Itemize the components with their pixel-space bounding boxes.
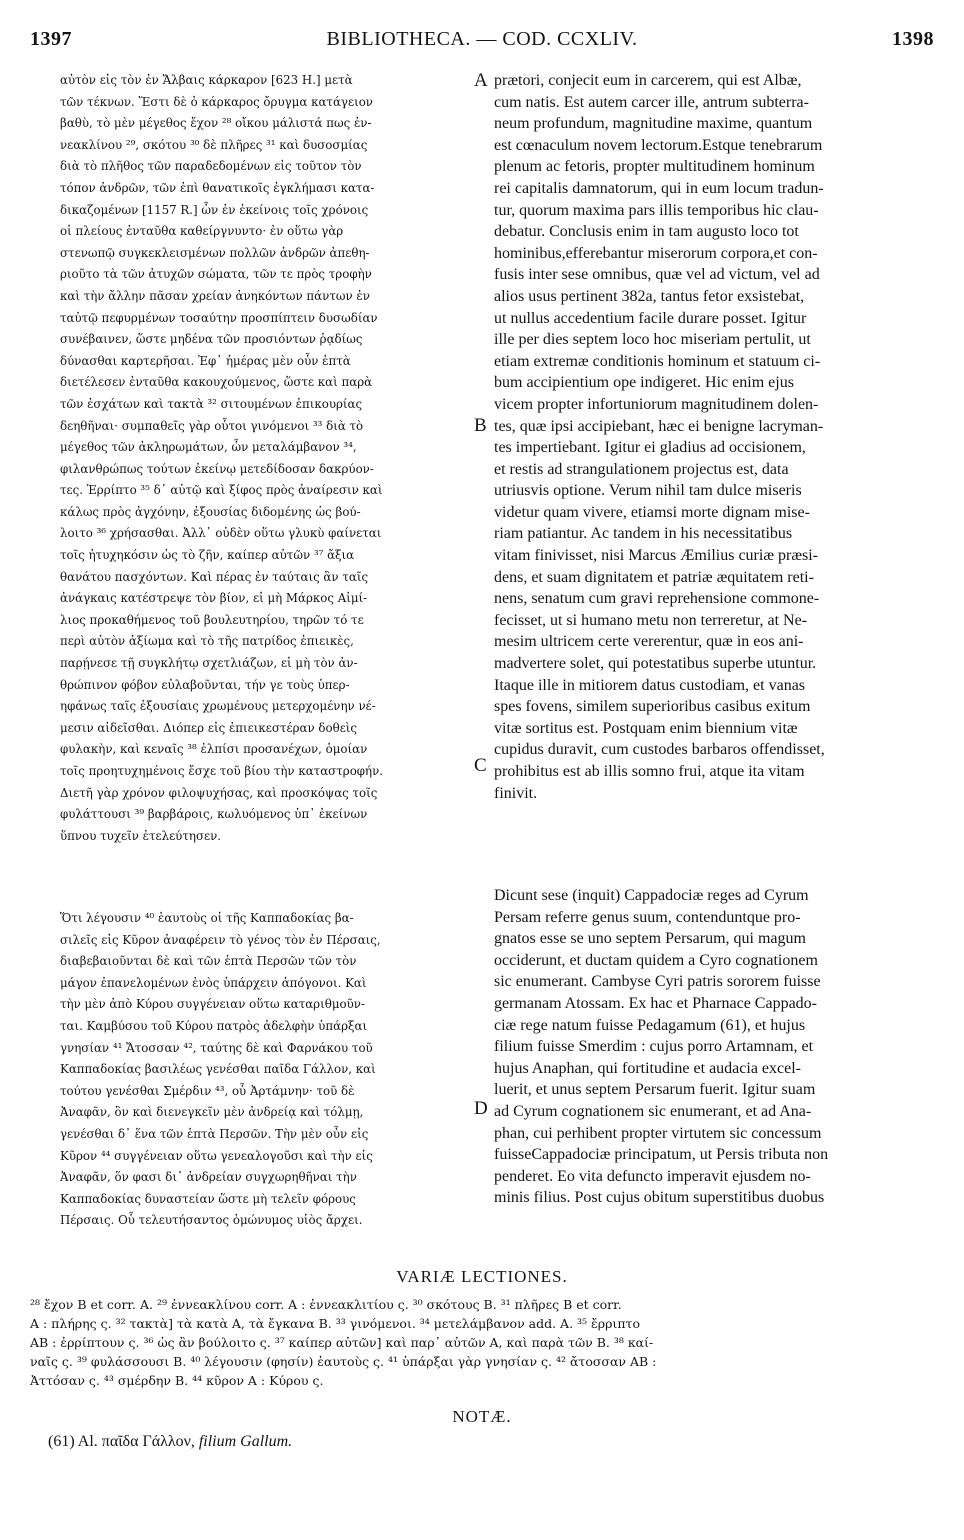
latin-line: luerit, et unus septem Persarum fuerit. Igitur suam — [494, 1081, 816, 1099]
latin-line: tur, quorum maxima pars illis temporibus hic clau- — [494, 201, 819, 219]
latin-line: utriusvis optione. Verum nihil tam dulce miseris — [494, 482, 802, 500]
latin-line: ille per dies septem loco hoc miseriam pertulit, ut — [494, 331, 811, 349]
latin-line: minis filius. Post cujus obitum superstitibus duobus — [494, 1189, 825, 1207]
greek-line: περὶ αὐτὸν ἀξίωμα καὶ τὸ τῆς πατρίδος ἐπιεικὲς, — [60, 634, 354, 649]
latin-line: germanam Atossam. Ex hac et Pharnace Cappado- — [494, 994, 817, 1012]
latin-line: madvertere solet, qui potestatibus superbe utuntur. — [494, 655, 817, 673]
latin-line: riam patiantur. Ac tandem in his necessitatibus — [494, 525, 793, 543]
greek-line: τόπον ἀνδρῶν, τῶν ἐπὶ θανατικοῖς ἐγκλήμασι κατα- — [60, 180, 375, 195]
latin-line: spes fovens, similem superioribus casibus exitum — [494, 698, 811, 716]
latin-line: Persam referre genus suum, contenduntque pro- — [494, 908, 801, 926]
greek-line: θρώπινον φόβον εὐλαβοῦνται, τήν γε τοὺς ὑπερ- — [60, 677, 350, 692]
latin-column-part1 — [494, 70, 934, 804]
latin-line: cum natis. Est autem carcer ille, antrum subterra- — [494, 93, 809, 111]
greek-line: τούτου γενέσθαι Σμέρδιν ⁴³, οὗ Ἀρτάμνην· τοῦ δὲ — [60, 1083, 355, 1098]
margin-letter-b: B — [474, 415, 487, 436]
greek-line: γνησίαν ⁴¹ Ἄτοσσαν ⁴², ταύτης δὲ καὶ Φαρνάκου τοῦ — [60, 1040, 373, 1055]
latin-line: videtur quam vivere, etiamsi morte dignam mise- — [494, 503, 810, 521]
latin-line: debatur. Conclusis enim in tam augusto loco tot — [494, 223, 799, 241]
latin-line: gnatos esse se uno septem Persarum, qui magum — [494, 930, 806, 948]
latin-line: neum profundum, magnitudine maxime, quantum — [494, 115, 813, 133]
latin-line: phan, cui perhibent propter virtutem sic concessum — [494, 1124, 822, 1142]
latin-line: finivit. — [494, 784, 538, 802]
greek-line: ριοῦτο τὰ τῶν ἀτυχῶν σώματα, τῶν τε πρὸς τροφὴν — [60, 267, 372, 282]
greek-line: κάλως πρὸς ἀγχόνην, ἐξουσίας διδομένης ὡς βού- — [60, 504, 361, 519]
greek-line: φυλάττουσι ³⁹ βαρβάροις, κωλυόμενος ὑπ᾽ ἐκείνων — [60, 807, 368, 822]
greek-line: ται. Καμβύσου τοῦ Κύρου πατρὸς ἀδελφὴν ὑπάρξαι — [60, 1018, 368, 1033]
latin-line: tes, quæ ipsi accipiebant, hæc ei benigne lacryman- — [494, 417, 824, 435]
latin-line: prætori, conjecit eum in carcerem, qui est Albæ, — [494, 72, 802, 89]
greek-line: διὰ τὸ πλῆθος τῶν παραδεδομένων εἰς τοῦτον τὸν — [60, 159, 362, 174]
greek-line: Ὅτι λέγουσιν ⁴⁰ ἑαυτοὺς οἱ τῆς Καππαδοκίας βα- — [60, 911, 354, 925]
variae-lectiones — [30, 1295, 936, 1390]
page-number-right: 1398 — [892, 28, 934, 50]
latin-line: sic enumerant. Cambyse Cyri patris sororem fuisse — [494, 973, 821, 991]
greek-line: τῶν ἐσχάτων καὶ τακτὰ ³² σιτουμένων ἐπικουρίας — [60, 396, 363, 411]
latin-line: penderet. Eo vita defuncto imperavit ejusdem no- — [494, 1167, 811, 1185]
latin-line: fecisset, ut si humano metu non terreretur, at Ne- — [494, 611, 808, 629]
footnote-61 — [48, 1433, 928, 1451]
latin-line: vitæ sortitus est. Postquam enim biennium vitæ — [494, 719, 798, 737]
latin-line: ad Cyrum cognationem sic enumerant, et ad Ana- — [494, 1102, 812, 1120]
greek-line: διαβεβαιοῦνται δὲ καὶ τῶν ἑπτὰ Περσῶν τῶν τὸν — [60, 954, 357, 969]
greek-line: δικαζομένων [1157 R.] ὧν ἐν ἐκείνοις τοῖς χρόνοις — [60, 202, 369, 217]
latin-line: et restis ad strangulationem projectus est, data — [494, 460, 789, 478]
margin-letter-c: C — [474, 755, 487, 776]
greek-line: δύνασθαι καρτερῆσαι. Ἐφ᾽ ἡμέρας μὲν οὖν ἑπτὰ — [60, 353, 351, 368]
latin-line: Dicunt sese (inquit) Cappadociæ reges ad Cyrum — [494, 887, 809, 904]
variae-line: ²⁸ ἔχον B et corr. A. ²⁹ ἐννεακλίνου corr. A : ἐννεακλιτίου ς. ³⁰ σκότους B. ³¹ πλῆρες B et corr. — [30, 1297, 622, 1312]
latin-line: ut nullus accedentium facile durare posset. Igitur — [494, 309, 807, 327]
greek-line: Ἀναφᾶν, ὅν φασι δι᾽ ἀνδρείαν συγχωρηθῆναι τὴν — [60, 1170, 357, 1185]
latin-line: tes impertiebant. Igitur ei gladius ad occisionem, — [494, 439, 806, 457]
latin-line: plenum ac fetoris, propter multitudinem hominum — [494, 158, 815, 176]
greek-line: μάγον ἐπανελομένων ἑνὸς ὑπάρχειν ἀπόγονοι. Καὶ — [60, 975, 367, 990]
greek-line: τες. Ἐρρίπτο ³⁵ δ᾽ αὐτῷ καὶ ξίφος πρὸς ἀναίρεσιν καὶ — [60, 483, 383, 498]
latin-line: alios usus pertinent 382a, tantus fetor exsistebat, — [494, 287, 805, 305]
margin-letter-d: D — [474, 1098, 488, 1119]
greek-line: Καππαδοκίας βασιλέως γενέσθαι παῖδα Γάλλον, καὶ — [60, 1062, 376, 1077]
latin-line: vitam finivisset, nisi Marcus Æmilius curiæ præsi- — [494, 547, 818, 565]
running-title: BIBLIOTHECA. — COD. CCXLIV. — [326, 28, 638, 50]
greek-line: παρῄνεσε τῇ συγκλήτῳ σχετλιάζων, εἰ μὴ τὸν ἀν- — [60, 656, 358, 671]
variae-line: Ἀττόσαν ς. ⁴³ σμέρδην B. ⁴⁴ κῦρον A : Κύρου ς. — [30, 1373, 324, 1388]
greek-line: λοιτο ³⁶ χρήσασθαι. Ἀλλ᾽ οὐδὲν οὕτω γλυκὺ φαίνεται — [60, 526, 382, 541]
greek-line: φυλακὴν, καὶ κεναῖς ³⁸ ἐλπίσι προσανέχων, ὁμοίαν — [60, 742, 368, 757]
latin-line: hujus Anaphan, qui fortitudine et audacia excel- — [494, 1059, 802, 1077]
greek-line: στενωπῷ συγκεκλεισμένων πολλῶν ἀνδρῶν ἀπεθη- — [60, 245, 370, 260]
greek-line: τοῖς προητυχημένοις ἔσχε τοῦ βίου τὴν καταστροφήν. — [60, 764, 384, 778]
footnote-text: (61) Al. παῖδα Γάλλον, — [48, 1433, 199, 1450]
page-header — [30, 28, 934, 58]
greek-line: δεηθῆναι· συμπαθεῖς γὰρ οὗτοι γινόμενοι ³³ διὰ τὸ — [60, 418, 364, 433]
greek-line: σιλεῖς εἰς Κῦρον ἀναφέρειν τὸ γένος τὸν ἐν Πέρσαις, — [60, 932, 381, 947]
greek-line: τοῖς ἠτυχηκόσιν ὡς τὸ ζῆν, καίπερ αὐτῶν ³⁷ ἄξια — [60, 548, 355, 563]
latin-line: fuisseCappadociæ principatum, ut Persis tributa non — [494, 1146, 829, 1164]
greek-line: μεσιν αἰδεῖσθαι. Διόπερ εἰς ἐπιεικεστέραν δοθεὶς — [60, 720, 358, 735]
latin-line: Itaque ille in mitiorem datus custodiam, et vanas — [494, 676, 806, 694]
greek-line: ταὐτῷ πεφυρμένων τοσαύτην προσπίπτειν δυσωδίαν — [60, 310, 378, 325]
greek-line: συνέβαινεν, ὥστε μηδένα τῶν προσιόντων ῥᾳδίως — [60, 332, 363, 347]
greek-line: Ἀναφᾶν, ὃν καὶ διενεγκεῖν μὲν ἀνδρείᾳ καὶ τόλμῃ, — [60, 1105, 364, 1120]
latin-line: ciæ rege natum fuisse Pedagamum (61), et hujus — [494, 1016, 806, 1034]
greek-line: γενέσθαι δ᾽ ἕνα τῶν ἑπτὰ Περσῶν. Τὴν μὲν οὖν εἰς — [60, 1126, 369, 1141]
greek-column-part1 — [60, 70, 465, 847]
greek-line: ὕπνου τυχεῖν ἐτελεύτησεν. — [60, 828, 222, 843]
latin-line: rei capitalis damnatorum, qui in eum locum tradun- — [494, 179, 824, 197]
greek-line: νεακλίνου ²⁹, σκότου ³⁰ δὲ πλῆρες ³¹ καὶ δυσοσμίας — [60, 137, 368, 152]
greek-line: οἱ πλείους ἐνταῦθα καθείργνυντο· ἐν οὕτω γὰρ — [60, 224, 344, 239]
latin-line: est cœnaculum novem lectorum.Estque tenebrarum — [494, 136, 823, 154]
greek-line: θανάτου πασχόντων. Καὶ πέρας ἐν ταύταις ἂν ταῖς — [60, 569, 369, 584]
variae-line: A : πλήρης ς. ³² τακτὰ] τὰ κατὰ A, τὰ ἔγκανα B. ³³ γινόμενοι. ³⁴ μετελάμβανον add. A. ³⁵ ἔρριπτο — [30, 1316, 640, 1331]
latin-line: prohibitus est ab illis somno frui, atque ita vitam — [494, 763, 805, 780]
greek-line: αὐτὸν εἰς τὸν ἐν Ἄλβαις κάρκαρον [623 H.] μετὰ — [60, 73, 353, 87]
latin-column-part2 — [494, 885, 934, 1209]
variae-lectiones-title: VARIÆ LECTIONES. — [396, 1267, 568, 1286]
greek-line: φιλανθρώπως τούτων ἐκείνῳ μετεδίδοσαν δακρύον- — [60, 461, 374, 476]
notae-title: NOTÆ. — [452, 1407, 512, 1426]
greek-line: ἀνάγκαις κατέστρεψε τὸν βίον, εἰ μὴ Μάρκος Αἰμί- — [60, 591, 368, 606]
latin-line: nens, senatum cum gravi reprehensione commone- — [494, 590, 820, 608]
greek-line: Πέρσαις. Οὗ τελευτήσαντος ὁμώνυμος υἱὸς ἄρχει. — [60, 1213, 363, 1228]
latin-line: mesim ultricem certe vererentur, quæ in eos ani- — [494, 633, 804, 651]
greek-line: καὶ τὴν ἄλλην πᾶσαν χρείαν ἀνηκόντων πάντων ἐν — [60, 288, 370, 303]
greek-line: τῶν τέκνων. Ἔστι δὲ ὁ κάρκαρος ὄρυγμα κατάγειον — [60, 94, 373, 109]
latin-line: vicem propter infortuniorum magnitudinem dolen- — [494, 395, 819, 413]
latin-line: hominibus,efferebantur miserorum corpora,et con- — [494, 244, 818, 262]
latin-line: fusis inter sese omnibus, quæ vel ad victum, vel ad — [494, 266, 820, 284]
greek-line: Διετῆ γὰρ χρόνον φιλοψυχήσας, καὶ προσκόψας τοῖς — [60, 785, 378, 800]
variae-line: AB : ἐρρίπτουν ς. ³⁶ ὡς ἂν βούλοιτο ς. ³⁷ καίπερ αὐτῶν] καὶ παρ᾽ αὐτῶν A, καὶ παρὰ τῶν B. ³⁸ καί- — [30, 1335, 654, 1350]
latin-line: occiderunt, et ductam quidem a Cyro cognationem — [494, 951, 818, 969]
greek-column-part2 — [60, 908, 465, 1232]
greek-line: τὴν μὲν ἀπὸ Κύρου συγγένειαν οὕτω καταριθμοῦν- — [60, 997, 365, 1012]
latin-line: etiam extremæ conditionis hominum et statuum ci- — [494, 352, 821, 370]
greek-line: βαθὺ, τὸ μὲν μέγεθος ἔχον ²⁸ οἴκου μάλιστά πως ἐν- — [60, 116, 372, 131]
page-number-left: 1397 — [30, 28, 72, 50]
footnote-italic: filium Gallum. — [198, 1433, 293, 1450]
greek-line: ηφάνως ταῖς ἐξουσίαις χρωμένους μετερχομένην νέ- — [60, 699, 376, 714]
variae-line: ναῖς ς. ³⁹ φυλάσσουσι B. ⁴⁰ λέγουσιν (φησίν) ἑαυτοὺς ς. ⁴¹ ὑπάρξαι γὰρ γνησίαν ς. ⁴² ἄτοσσαν AB : — [30, 1354, 657, 1369]
latin-line: bum accipientium ope indigeret. Hic enim ejus — [494, 374, 794, 392]
latin-line: filium fuisse Smerdim : cujus porro Artamnam, et — [494, 1038, 814, 1056]
latin-line: dens, et suam dignitatem et patriæ æquitatem reti- — [494, 568, 814, 586]
greek-line: Καππαδοκίας δυναστείαν ὥστε μὴ τελεῖν φόρους — [60, 1191, 356, 1206]
greek-line: Κῦρον ⁴⁴ συγγένειαν οὕτω γενεαλογοῦσι καὶ τὴν εἰς — [60, 1148, 373, 1163]
greek-line: λιος προκαθήμενος τοῦ βουλευτηρίου, τηρῶν τό τε — [60, 612, 364, 627]
greek-line: μέγεθος τῶν ἀκληρωμάτων, ὧν μεταλάμβανον ³⁴, — [60, 440, 357, 455]
latin-line: cupidus duravit, cum custodes barbaros offendisset, — [494, 741, 825, 759]
margin-letter-a: A — [474, 70, 488, 91]
greek-line: διετέλεσεν ἐνταῦθα κακουχούμενος, ὥστε καὶ παρὰ — [60, 375, 373, 390]
